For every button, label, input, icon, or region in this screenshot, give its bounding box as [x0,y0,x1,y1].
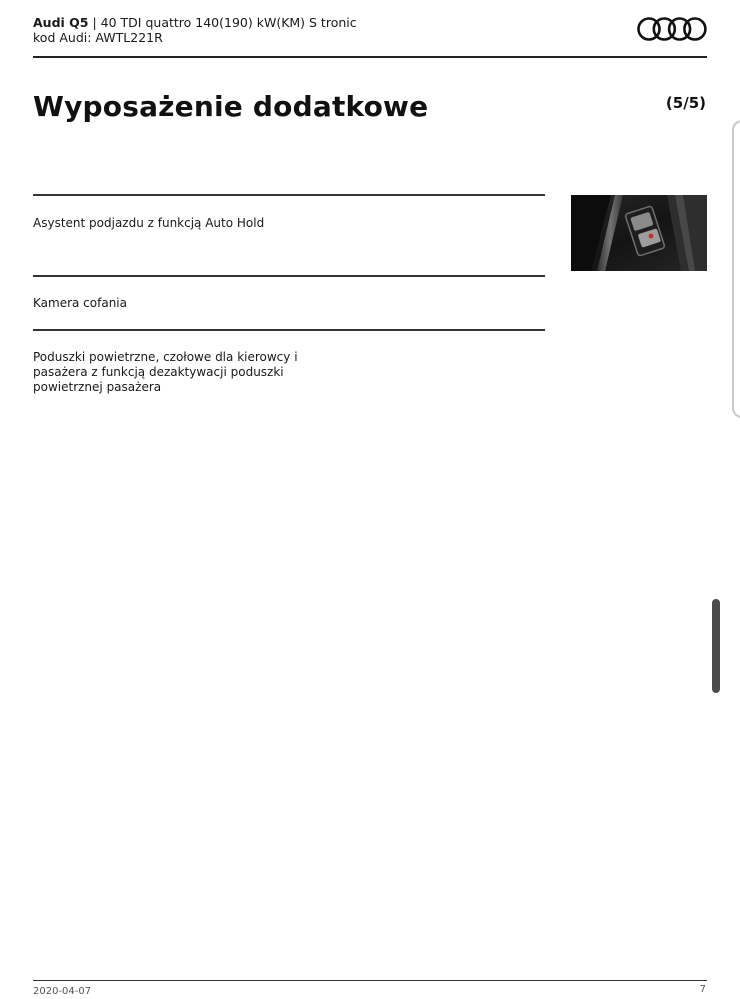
footer-divider [33,980,707,981]
header-separator: | [92,15,97,30]
auto-hold-photo-drawing [571,195,707,271]
equipment-item-auto-hold: Asystent podjazdu z funkcją Auto Hold [33,216,265,230]
header-divider [33,56,707,58]
footer-date: 2020-04-07 [33,986,92,997]
audi-rings-logo [636,16,708,42]
page-title: Wyposażenie dodatkowe [33,90,429,123]
footer-page-number: 7 [699,984,706,995]
section-divider [33,329,545,331]
auto-hold-button-photo [571,195,707,271]
section-divider [33,194,545,196]
equipment-item-rear-camera: Kamera cofania [33,296,127,310]
page-edge-bracket [732,120,740,418]
model-variant: 40 TDI quattro 140(190) kW(KM) S tronic [100,15,357,30]
equipment-item-airbags: Poduszki powietrzne, czołowe dla kierowcy i pasażera z funkcją dezaktywacji poduszki powietrznej pasażera [33,350,298,394]
section-divider [33,275,545,277]
scrollbar-thumb[interactable] [712,599,720,693]
header-model-line [33,15,357,30]
audi-code: kod Audi: AWTL221R [33,30,163,45]
page-count: (5/5) [665,94,706,112]
model-name: Audi Q5 [33,15,89,30]
